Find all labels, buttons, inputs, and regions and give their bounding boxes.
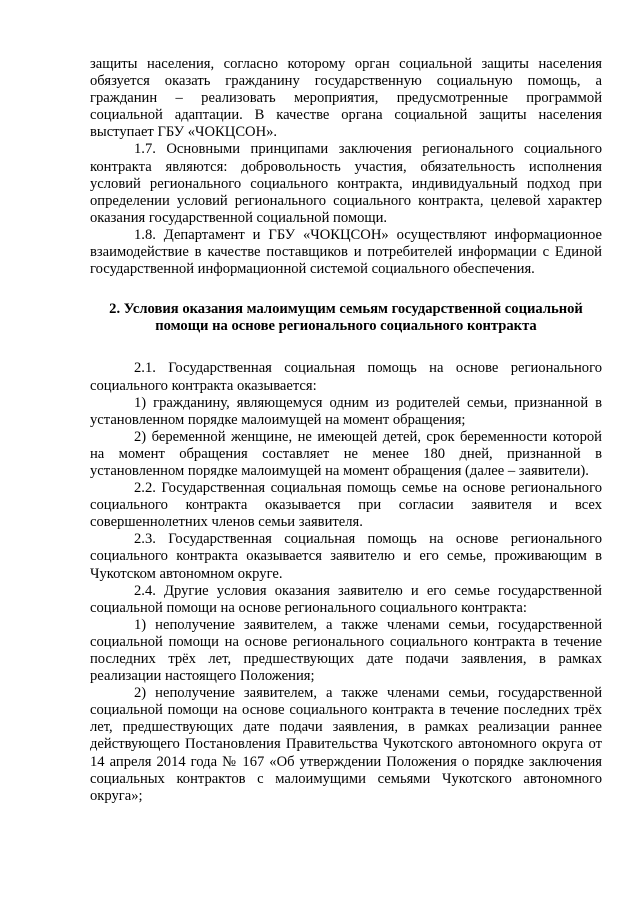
paragraph-2-2: 2.2. Государственная социальная помощь семье на основе регионального социального контракта оказывается при согласии заявителя и всех совершеннолетних членов семьи заявителя. — [90, 480, 602, 531]
document-page — [90, 56, 602, 805]
paragraph-2-4-item-2: 2) неполучение заявителем, а также членами семьи, государственной социальной помощи на основе социального контракта в течение последних трёх лет, предшествующих дате подачи заявления, в рамках реализации раннее действующего Постановления Правительства Чукотского автономного округа от 14 апреля 2014 года № 167 «Об утверждении Положения о порядке заключения социальных контрактов с малоимущими семьями Чукотского автономного округа»; — [90, 685, 602, 804]
paragraph-1-7: 1.7. Основными принципами заключения регионального социального контракта являются: добровольность участия, обязательность исполнения условий регионального социального контракта, индивидуальный подход при определении условий регионального социального контракта, целевой характер оказания государственной социальной помощи. — [90, 141, 602, 226]
paragraph-protection-continuation: защиты населения, согласно которому орган социальной защиты населения обязуется оказать гражданину государственную социальную помощь, а гражданин – реализовать мероприятия, предусмотренные программой социальной адаптации. В качестве органа социальной защиты населения выступает ГБУ «ЧОКЦСОН». — [90, 56, 602, 141]
paragraph-1-8: 1.8. Департамент и ГБУ «ЧОКЦСОН» осуществляют информационное взаимодействие в качестве поставщиков и потребителей информации с Единой государственной информационной системой социального обеспечения. — [90, 226, 602, 278]
paragraph-2-1-item-1: 1) гражданину, являющемуся одним из родителей семьи, признанной в установленном порядке малоимущей на момент обращения; — [90, 394, 602, 428]
paragraph-2-4-item-1: 1) неполучение заявителем, а также членами семьи, государственной социальной помощи на основе регионального социального контракта в течение последних трёх лет, предшествующих дате подачи заявления, в рамках реализации настоящего Положения; — [90, 616, 602, 685]
paragraph-2-1: 2.1. Государственная социальная помощь на основе регионального социального контракта оказывается: — [90, 360, 602, 394]
paragraph-2-4: 2.4. Другие условия оказания заявителю и его семье государственной социальной помощи на основе регионального социального контракта: — [90, 582, 602, 616]
paragraph-2-1-item-2: 2) беременной женщине, не имеющей детей, срок беременности которой на момент обращения составляет не менее 180 дней, признанной в установленном порядке малоимущей на момент обращения (далее – заявители). — [90, 428, 602, 479]
section-2-heading: 2. Условия оказания малоимущим семьям государственной социальной помощи на основе регионального социального контракта — [109, 301, 583, 335]
paragraph-2-3: 2.3. Государственная социальная помощь на основе регионального социального контракта оказывается заявителю и его семье, проживающим в Чукотском автономном округе. — [90, 531, 602, 582]
